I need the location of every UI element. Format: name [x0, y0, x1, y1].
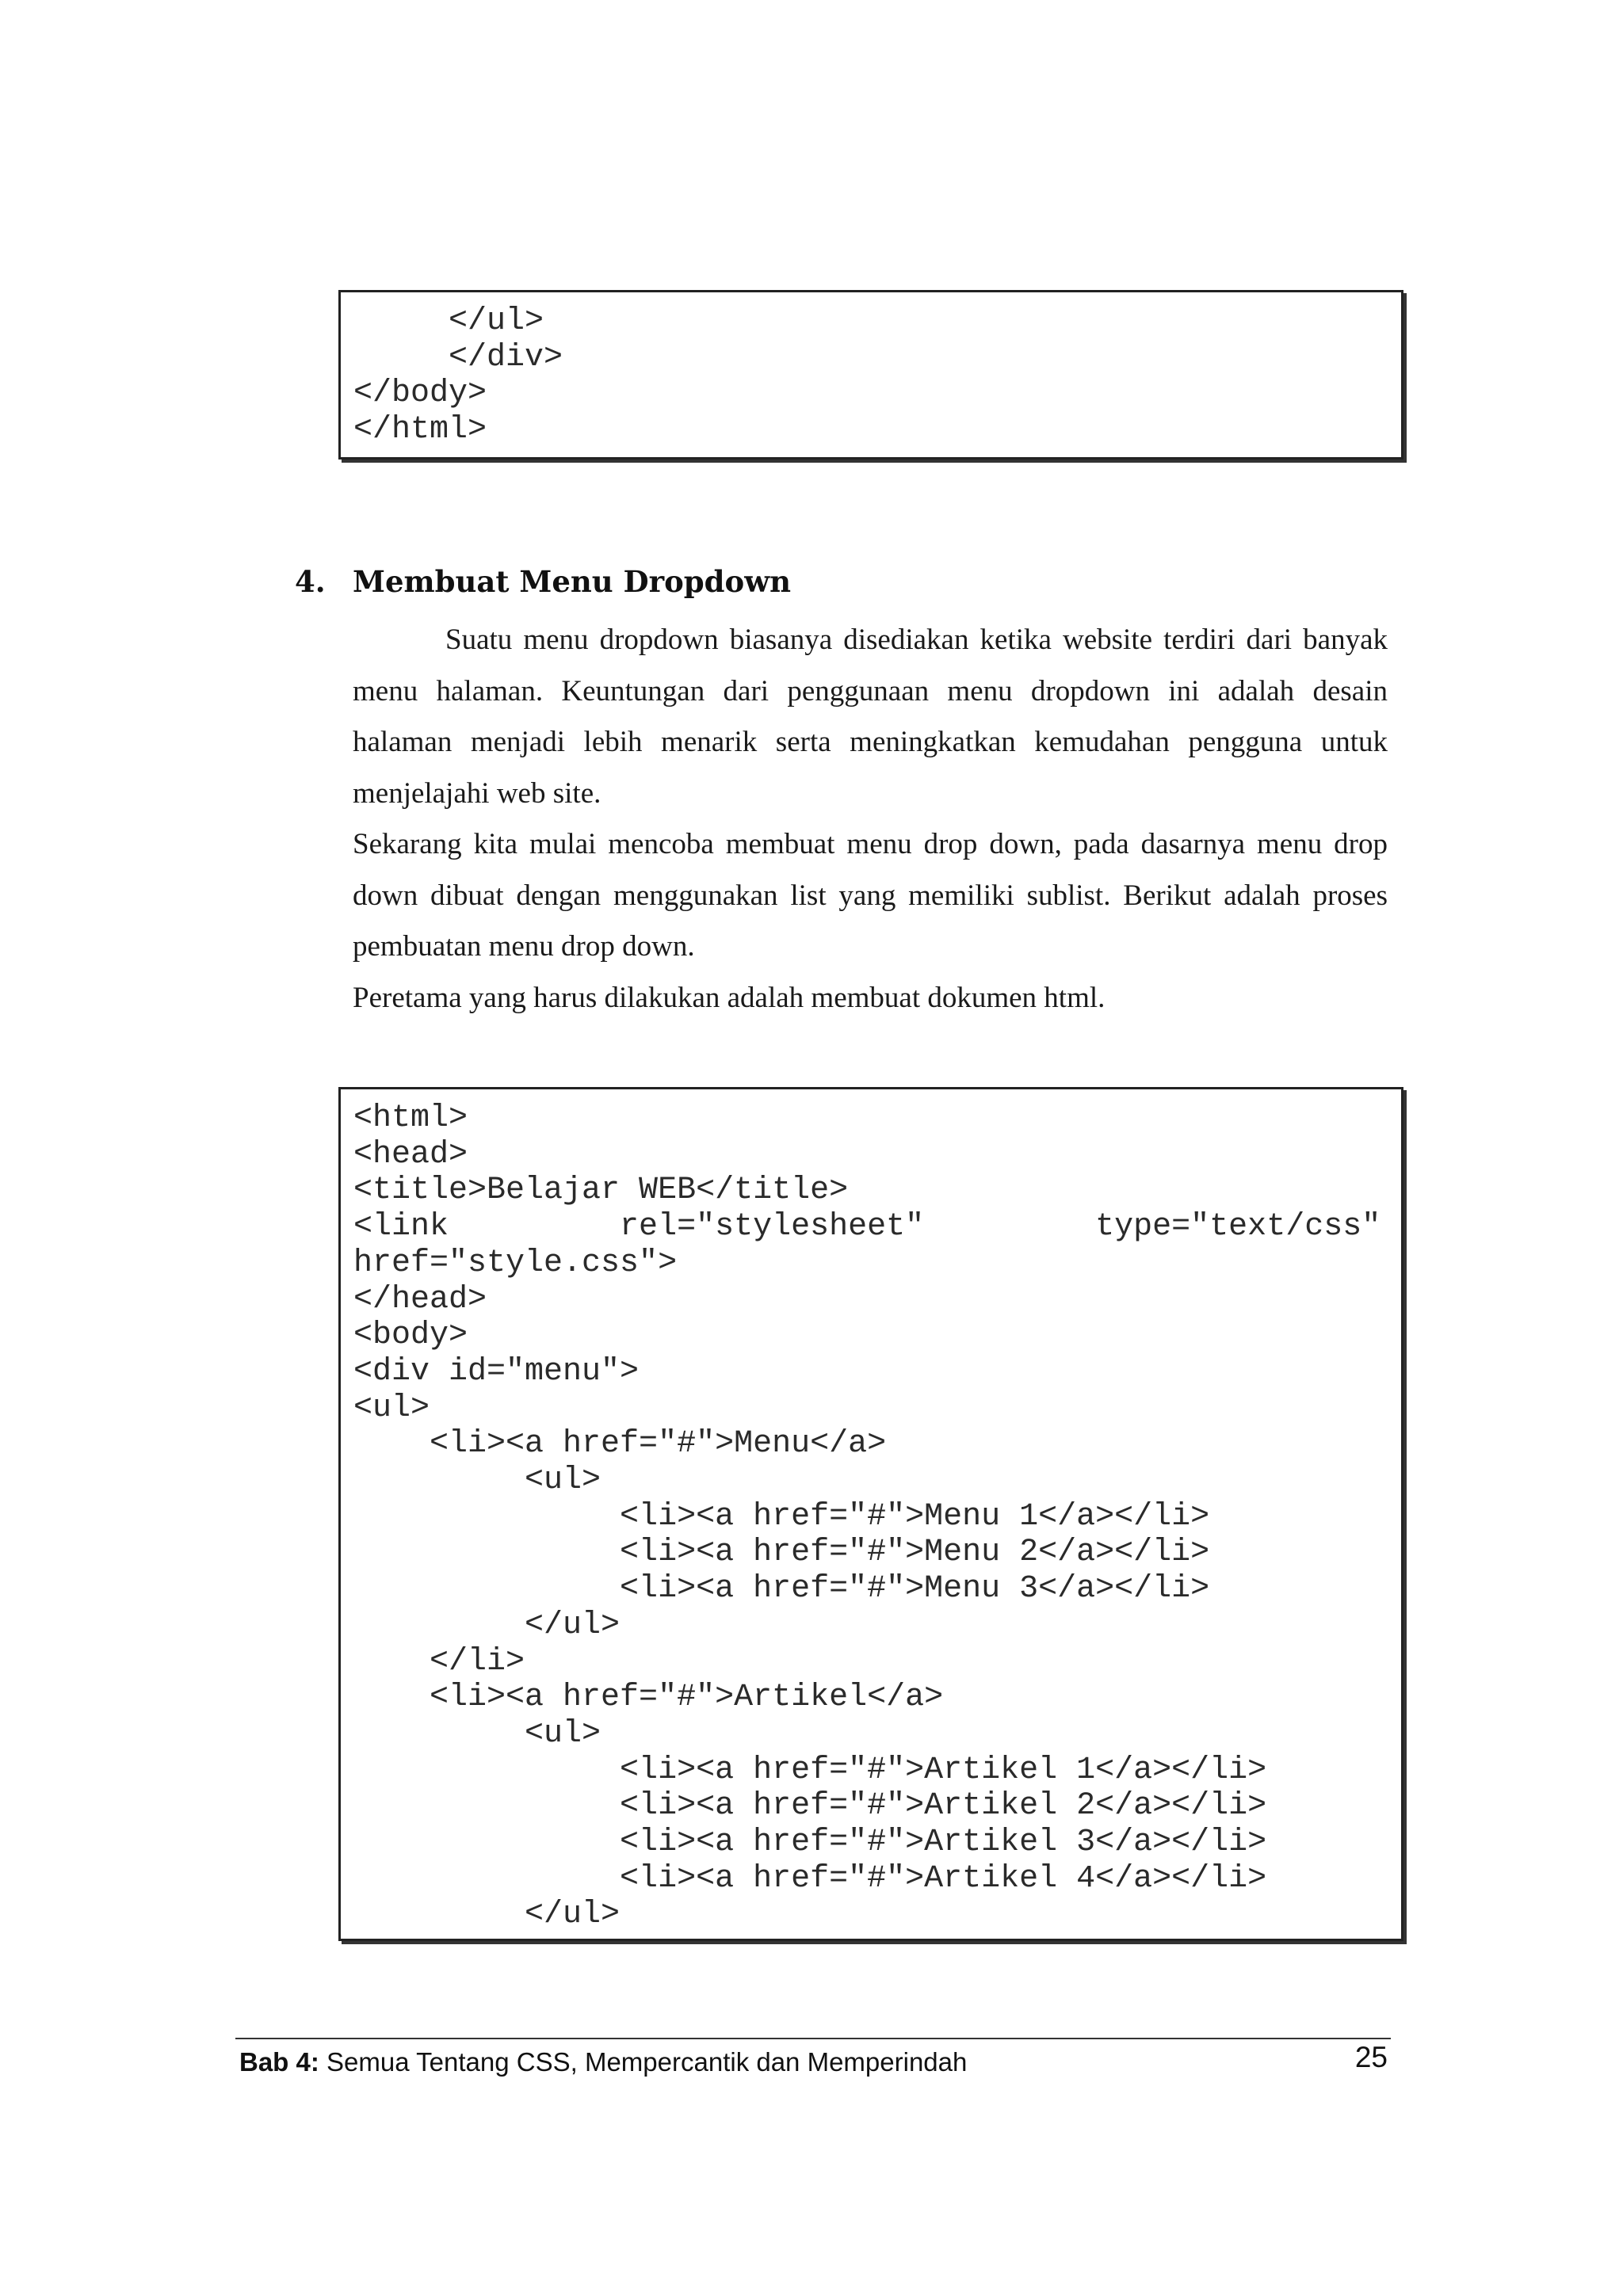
code-line: <li><a href="#">Artikel</a> [353, 1680, 944, 1716]
code-line: <link rel="stylesheet" type="text/css" [353, 1209, 1381, 1245]
code-line: <li><a href="#">Menu 3</a></li> [353, 1571, 1210, 1608]
code-block-bottom [338, 1087, 1403, 1941]
section-heading [295, 564, 791, 599]
code-line: <li><a href="#">Menu</a> [353, 1426, 887, 1463]
code-line: </html> [353, 412, 487, 448]
code-line: <head> [353, 1136, 468, 1173]
code-line: <li><a href="#">Artikel 2</a></li> [353, 1788, 1267, 1825]
code-line: </ul> [353, 1897, 621, 1933]
paragraph: Sekarang kita mulai mencoba membuat menu drop down, pada dasarnya menu drop down dibuat dengan menggunakan list yang memiliki sublist. Berikut adalah proses pembuatan menu drop down. [353, 828, 1388, 963]
code-line: <body> [353, 1318, 468, 1354]
section-body [353, 615, 1388, 1024]
code-lines-bottom [353, 1100, 1401, 1933]
paragraph: Peretama yang harus dilakukan adalah membuat dokumen html. [353, 981, 1106, 1014]
code-line: </ul> [353, 303, 544, 339]
section-title: Membuat Menu Dropdown [353, 564, 791, 599]
code-line: <title>Belajar WEB</title> [353, 1173, 849, 1209]
code-line: href="style.css"> [353, 1245, 678, 1281]
page-number: 25 [1354, 2041, 1388, 2073]
section-number: 4. [295, 564, 326, 599]
code-lines-top [353, 303, 1401, 448]
footer-chapter-label: Bab 4: [239, 2047, 319, 2077]
code-line: <li><a href="#">Artikel 3</a></li> [353, 1825, 1267, 1861]
code-line: <li><a href="#">Menu 2</a></li> [353, 1535, 1210, 1571]
code-line: <li><a href="#">Menu 1</a></li> [353, 1498, 1210, 1535]
paragraph: Suatu menu dropdown biasanya disediakan ketika website terdiri dari banyak menu halaman. Keuntungan dari penggunaan menu dropdown ini adalah desain halaman menjadi lebih menarik serta meningkatkan kemudahan pengguna untuk menjelajahi web site. [353, 624, 1388, 810]
footer-chapter [239, 2047, 967, 2077]
code-line: <div id="menu"> [353, 1353, 640, 1390]
code-line: </div> [353, 339, 563, 376]
code-line: <html> [353, 1100, 468, 1136]
footer-divider [235, 2038, 1391, 2039]
code-line: <ul> [353, 1463, 601, 1499]
code-line: </body> [353, 376, 487, 412]
code-block-top [338, 290, 1403, 460]
code-line: </li> [353, 1643, 525, 1680]
code-line: </ul> [353, 1607, 621, 1643]
code-line: </head> [353, 1281, 487, 1318]
code-line: <ul> [353, 1390, 430, 1426]
footer-chapter-title: Semua Tentang CSS, Mempercantik dan Memperindah [327, 2047, 968, 2077]
code-line: <li><a href="#">Artikel 1</a></li> [353, 1752, 1267, 1788]
code-line: <ul> [353, 1715, 601, 1752]
code-line: <li><a href="#">Artikel 4</a></li> [353, 1860, 1267, 1897]
